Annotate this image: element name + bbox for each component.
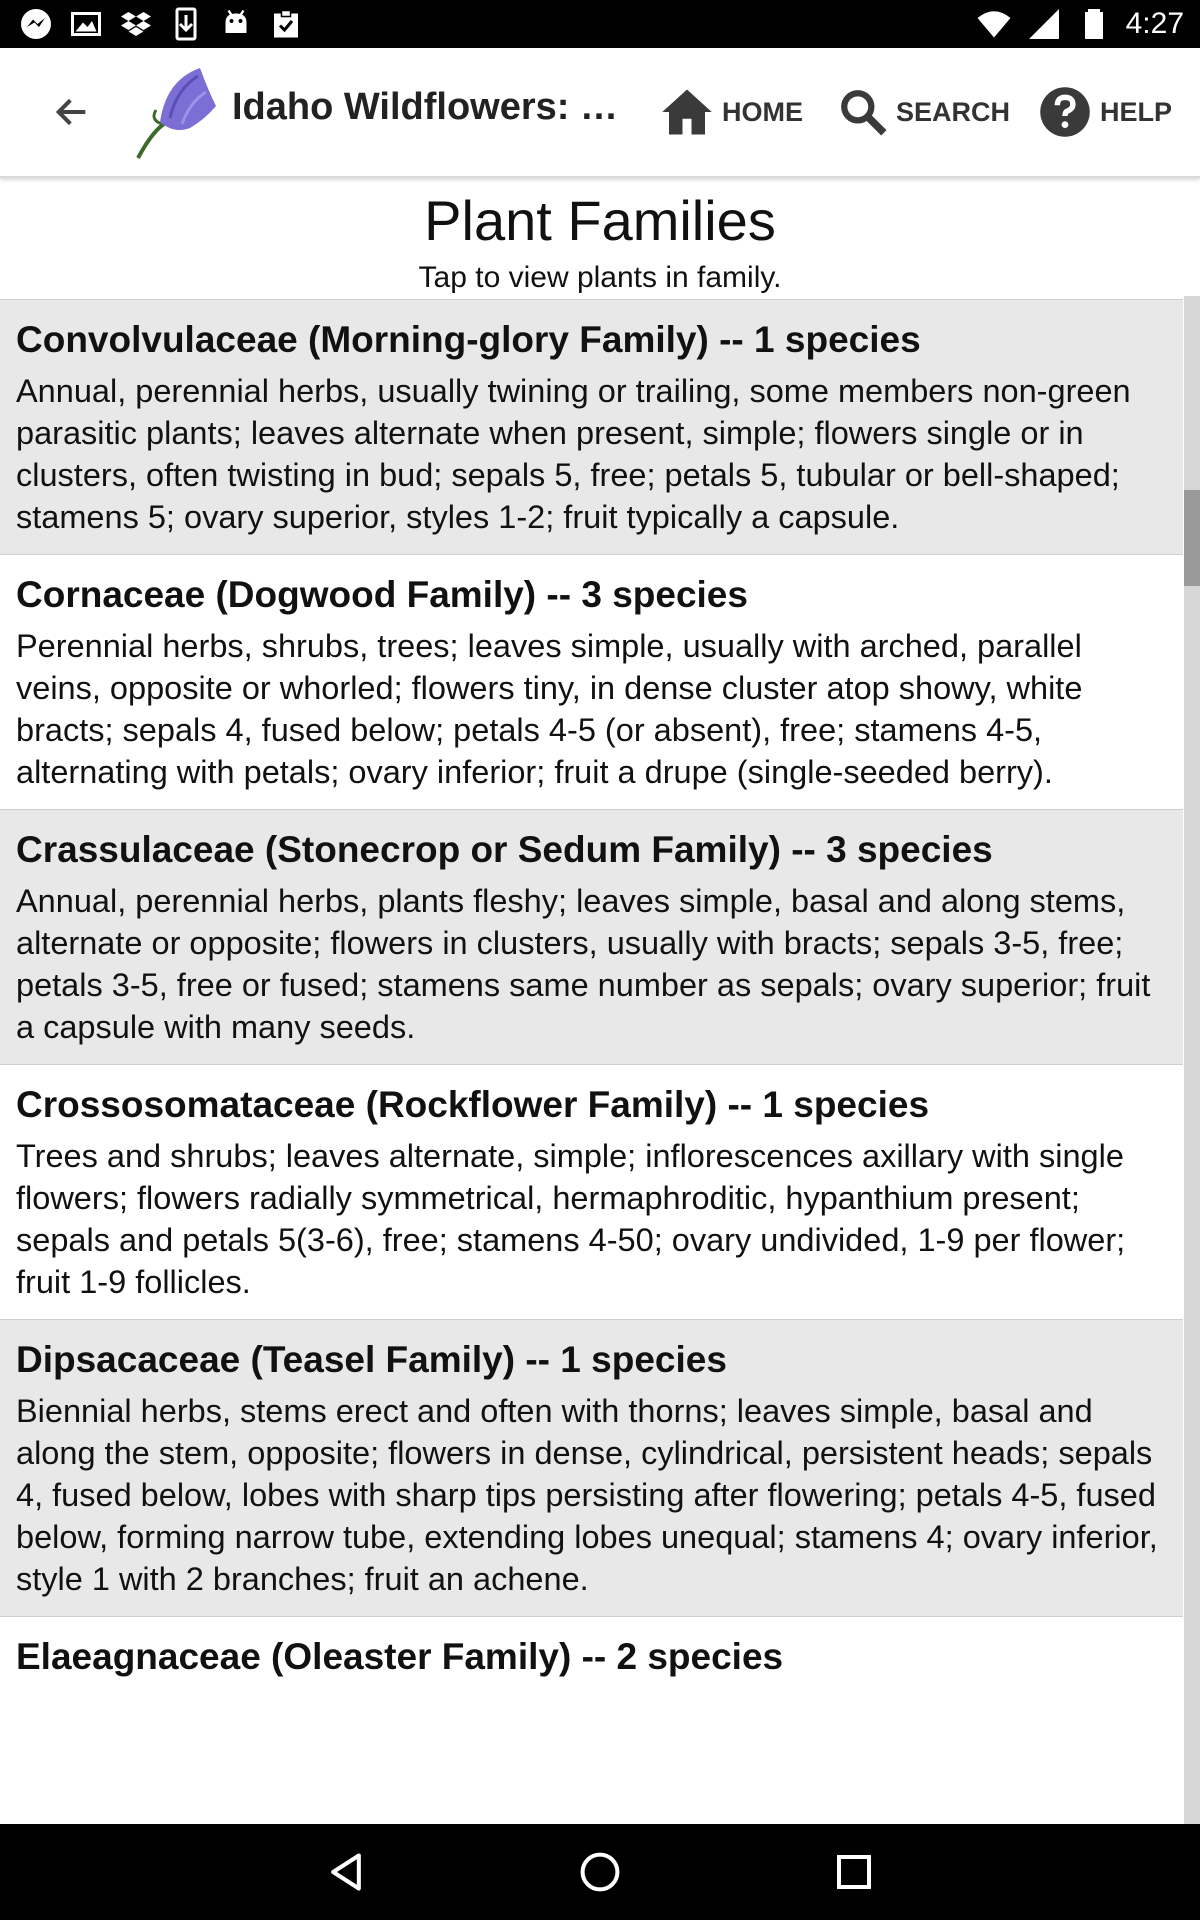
status-left-icons: [18, 6, 304, 42]
system-home-button[interactable]: [570, 1842, 630, 1902]
download-icon: [168, 6, 204, 42]
family-row[interactable]: [0, 1616, 1183, 1703]
home-label: HOME: [722, 96, 803, 127]
dropbox-icon: [118, 6, 154, 42]
family-row[interactable]: [0, 1319, 1183, 1616]
image-icon: [68, 6, 104, 42]
family-description: Annual, perennial herbs, plants fleshy; leaves simple, basal and along stems, alternate or opposite; flowers in clusters, usually with bracts; sepals 3-5, free; petals 3-5, free or fused; stamens same number as sepals; ovary superior; fruit a capsule with many seeds.: [16, 883, 1151, 1045]
recents-square-icon: [834, 1852, 874, 1892]
home-circle-icon: [578, 1850, 622, 1894]
home-button[interactable]: [660, 80, 803, 144]
back-button[interactable]: [44, 88, 100, 136]
page-title: Plant Families: [424, 189, 776, 252]
family-description: Annual, perennial herbs, usually twining or trailing, some members non-green parasitic plants; leaves alternate when present, simple; flowers single or in clusters, often twisting in bud; sepals 5, free; petals 5, tubular or bell-shaped; stamens 5; ovary superior, styles 1-2; fruit typically a capsule.: [16, 373, 1131, 535]
content-area: [0, 178, 1200, 1824]
page-subtitle: Tap to view plants in family.: [418, 261, 782, 294]
system-nav-bar: [0, 1824, 1200, 1920]
messenger-icon: [18, 6, 54, 42]
family-description: Biennial herbs, stems erect and often with thorns; leaves simple, basal and along the stem, opposite; flowers in dense, cylindrical, persistent heads; sepals 4, fused below, lobes with sharp tips persisting after flowering; petals 4-5, fused below, forming narrow tube, extending lobes unequal; stamens 4; ovary inferior, style 1 with 2 branches; fruit an achene.: [16, 1393, 1158, 1597]
system-back-button[interactable]: [316, 1842, 376, 1902]
help-label: HELP: [1100, 96, 1173, 127]
app-title: Idaho Wildflowers: P...: [232, 86, 632, 128]
help-button[interactable]: [1038, 80, 1172, 144]
wifi-icon: [976, 6, 1012, 42]
arrow-left-icon: [52, 92, 92, 132]
cell-signal-icon: [1026, 6, 1062, 42]
android-icon: [218, 6, 254, 42]
search-icon: [838, 87, 888, 137]
family-description: Perennial herbs, shrubs, trees; leaves simple, usually with arched, parallel veins, opposite or whorled; flowers tiny, in dense cluster atop showy, white bracts; sepals 4, fused below; petals 4-5 (or absent), free; stamens 4-5, alternating with petals; ovary inferior; fruit a drupe (single-seeded berry).: [16, 628, 1083, 790]
family-name: Crossosomataceae (Rockflower Family) -- 1 species: [16, 1084, 930, 1125]
family-row[interactable]: [0, 1064, 1183, 1319]
status-right-icons: [976, 6, 1184, 42]
family-row[interactable]: [0, 299, 1183, 554]
search-label: SEARCH: [896, 96, 1011, 127]
scrollbar-thumb[interactable]: [1184, 490, 1200, 586]
family-description: Trees and shrubs; leaves alternate, simple; inflorescences axillary with single flowers; flowers radially symmetrical, hermaphroditic, hypanthium present; sepals and petals 5(3-6), free; stamens 4-50; ovary undivided, 1-9 per flower; fruit 1-9 follicles.: [16, 1138, 1126, 1300]
scrollbar-track[interactable]: [1184, 296, 1200, 1824]
search-button[interactable]: [838, 80, 1010, 144]
home-icon: [660, 87, 714, 137]
status-bar: [0, 0, 1200, 48]
family-name: Crassulaceae (Stonecrop or Sedum Family) -- 3 species: [16, 829, 993, 870]
system-recents-button[interactable]: [824, 1842, 884, 1902]
help-icon: [1038, 85, 1092, 139]
family-row[interactable]: [0, 809, 1183, 1064]
family-name: Elaeagnaceae (Oleaster Family) -- 2 species: [16, 1636, 784, 1677]
app-bar: [0, 48, 1200, 178]
bellflower-logo-icon: [130, 62, 220, 162]
back-triangle-icon: [324, 1850, 368, 1894]
family-list: [0, 299, 1183, 1703]
family-name: Convolvulaceae (Morning-glory Family) -- 1 species: [16, 319, 921, 360]
clipboard-check-icon: [268, 6, 304, 42]
status-time: 4:27: [1125, 7, 1184, 40]
family-row[interactable]: [0, 554, 1183, 809]
family-name: Dipsacaceae (Teasel Family) -- 1 species: [16, 1339, 727, 1380]
family-name: Cornaceae (Dogwood Family) -- 3 species: [16, 574, 748, 615]
battery-icon: [1076, 6, 1112, 42]
